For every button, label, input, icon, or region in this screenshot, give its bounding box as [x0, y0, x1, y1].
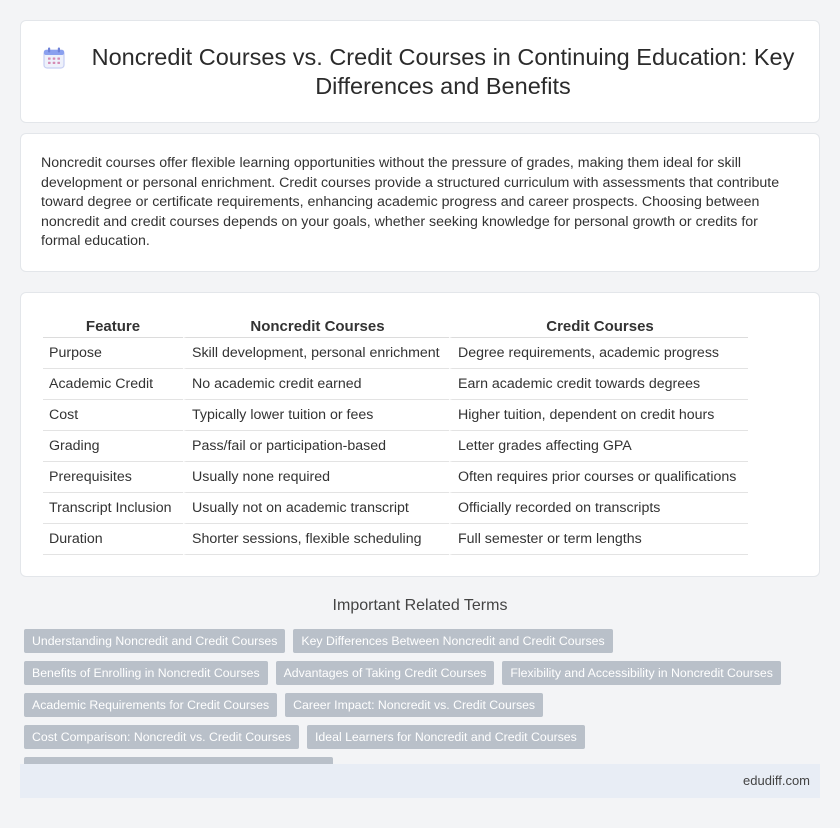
table-row — [43, 369, 748, 400]
credit-cell: Higher tuition, dependent on credit hours — [449, 400, 748, 431]
related-term-tag[interactable]: Key Differences Between Noncredit and Credit Courses — [293, 629, 612, 653]
feature-cell: Duration — [43, 524, 183, 555]
intro-paragraph: Noncredit courses offer flexible learning opportunities without the pressure of grades, making them ideal for skill development or personal enrichment. Credit courses provide a structured curriculum with assessments that contribute toward degree or certificate requirements, enhancing academic progress and career prospects. Choosing between noncredit and credit courses depends on your goals, whether seeking knowledge for personal growth or credits for formal education. — [41, 155, 780, 249]
page-title: Noncredit Courses vs. Credit Courses in Continuing Education: Key Differences and Benefits — [91, 43, 795, 99]
feature-cell: Purpose — [43, 338, 183, 369]
column-header-noncredit: Noncredit Courses — [183, 315, 449, 338]
title-card — [20, 20, 820, 123]
noncredit-cell: Skill development, personal enrichment — [183, 338, 449, 369]
related-term-tag[interactable]: Cost Comparison: Noncredit vs. Credit Courses — [24, 725, 299, 749]
footer — [20, 764, 820, 798]
credit-cell: Letter grades affecting GPA — [449, 431, 748, 462]
noncredit-cell: Pass/fail or participation-based — [183, 431, 449, 462]
related-term-tag[interactable]: Academic Requirements for Credit Courses — [24, 693, 277, 717]
related-term-tag[interactable]: Benefits of Enrolling in Noncredit Courses — [24, 661, 268, 685]
related-term-tag[interactable]: Flexibility and Accessibility in Noncredit Courses — [502, 661, 780, 685]
noncredit-cell: Typically lower tuition or fees — [183, 400, 449, 431]
column-header-feature: Feature — [43, 315, 183, 338]
table-row — [43, 524, 748, 555]
feature-cell: Transcript Inclusion — [43, 493, 183, 524]
comparison-table — [43, 315, 748, 555]
credit-cell: Full semester or term lengths — [449, 524, 748, 555]
table-row — [43, 400, 748, 431]
credit-cell: Officially recorded on transcripts — [449, 493, 748, 524]
credit-cell: Degree requirements, academic progress — [449, 338, 748, 369]
noncredit-cell: Shorter sessions, flexible scheduling — [183, 524, 449, 555]
feature-cell: Grading — [43, 431, 183, 462]
credit-cell: Often requires prior courses or qualifications — [449, 462, 748, 493]
table-header-row — [43, 315, 748, 338]
comparison-card — [20, 292, 820, 577]
noncredit-cell: Usually none required — [183, 462, 449, 493]
feature-cell: Prerequisites — [43, 462, 183, 493]
table-row — [43, 462, 748, 493]
noncredit-cell: No academic credit earned — [183, 369, 449, 400]
intro-card — [20, 133, 820, 272]
noncredit-cell: Usually not on academic transcript — [183, 493, 449, 524]
related-term-tag[interactable]: Ideal Learners for Noncredit and Credit Courses — [307, 725, 585, 749]
column-header-credit: Credit Courses — [449, 315, 748, 338]
table-row — [43, 338, 748, 369]
table-row — [43, 431, 748, 462]
site-name[interactable]: edudiff.com — [743, 773, 810, 788]
calendar-icon — [41, 45, 67, 71]
credit-cell: Earn academic credit towards degrees — [449, 369, 748, 400]
related-term-tag[interactable]: Career Impact: Noncredit vs. Credit Courses — [285, 693, 543, 717]
related-term-tag[interactable]: Advantages of Taking Credit Courses — [276, 661, 495, 685]
related-terms-heading: Important Related Terms — [332, 597, 508, 614]
feature-cell: Academic Credit — [43, 369, 183, 400]
feature-cell: Cost — [43, 400, 183, 431]
table-row — [43, 493, 748, 524]
related-term-tag[interactable]: Understanding Noncredit and Credit Courses — [24, 629, 285, 653]
